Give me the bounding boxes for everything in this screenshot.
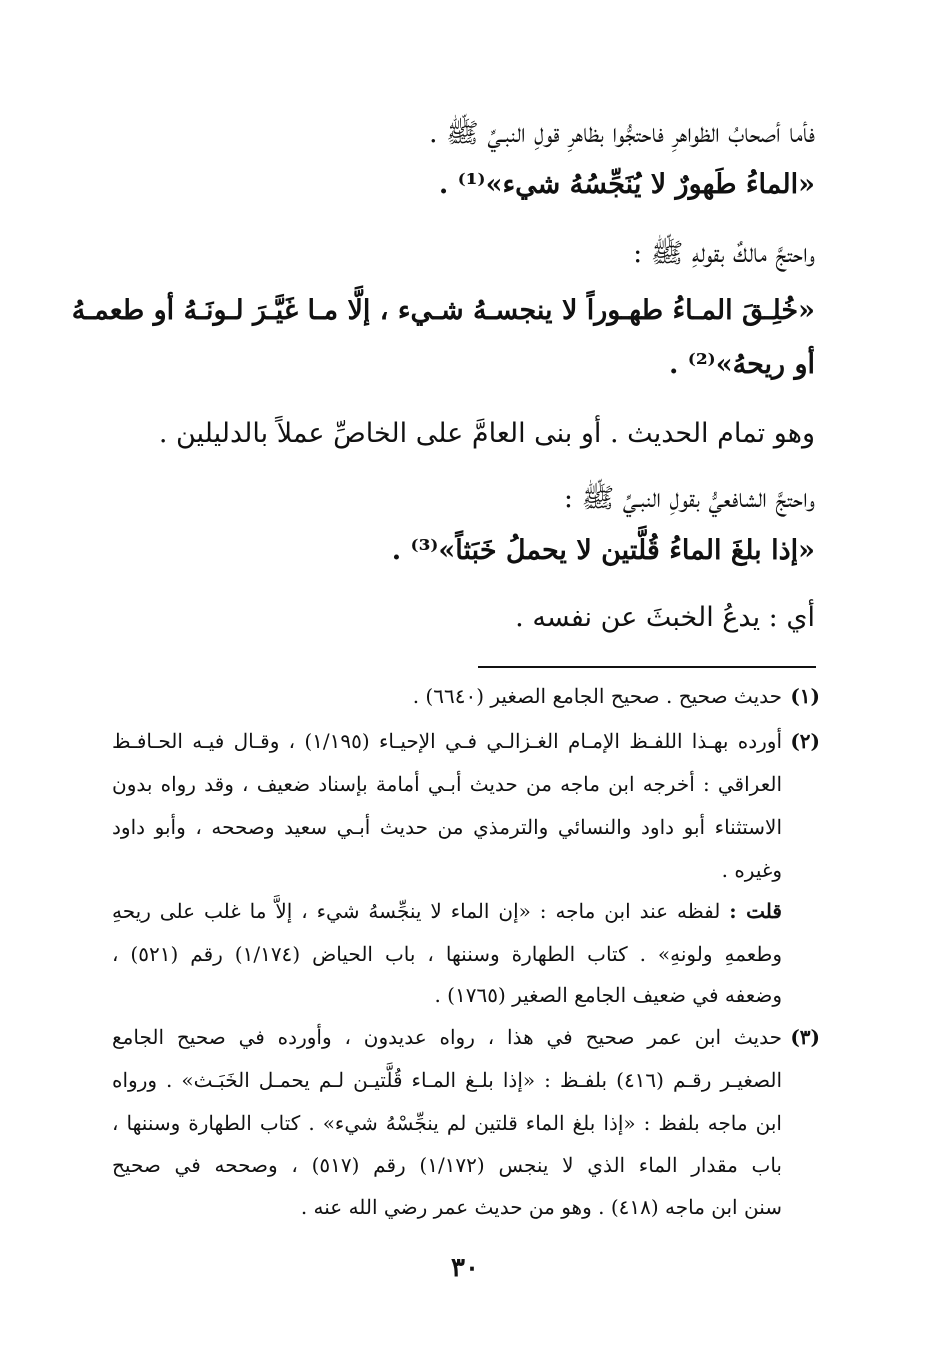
hadith-water-pure: «الماءُ طَهورٌ لا يُنَجِّسُهُ شيء»⁽¹⁾ . — [438, 169, 815, 200]
footnote-2-qultu-line — [112, 901, 782, 921]
qultu-label: قلت : — [729, 899, 782, 923]
footnote-3-line: باب مقدار الماء الذي لا ينجس (١/١٧٢) رقم (٥١٧) ، وصححه في صحيح — [112, 1153, 782, 1177]
footnote-2-line: وطعمهِ ولونهِ» . كتاب الطهارة وسننها ، باب الحياض (١/١٧٤) رقم (٥٢١) ، — [112, 942, 783, 966]
footnote-2-line: وضعفه في ضعيف الجامع الصغير (١٧٦٥) . — [434, 983, 782, 1007]
hadith-malik-line2: أو ريحهُ»⁽²⁾ . — [669, 349, 815, 380]
footnote-3-line: حديث ابن عمر صحيح في هذا ، رواه عديدون ، وأورده في صحيح الجامع — [112, 1025, 782, 1049]
footnote-2-line: وغيره . — [721, 858, 782, 882]
paragraph-zahiri: فأما أصحابُ الظواهرِ فاحتجُّوا بظاهرِ قولِ النبـيِّ ﷺ . — [428, 118, 815, 149]
paragraph-explanation: أي : يدعُ الخبثَ عن نفسه . — [515, 602, 815, 633]
footnote-3-line: سنن ابن ماجه (٤١٨) . وهو من حديث عمر رضي الله عنه . — [300, 1195, 782, 1219]
paragraph-malik: واحتجَّ مالكٌ بقولهِ ﷺ : — [633, 238, 815, 269]
footnote-2-line: الاستثناء أبو داود والنسائي والترمذي من حديث أبـي سعيد وصححه ، وأبو داود — [112, 815, 782, 839]
footnote-2-line: أورده بهـذا اللفـظ الإمـام الغـزالـي فـي الإحيـاء (١/١٩٥) ، وقـال فيـه الحـافـظ — [112, 729, 783, 753]
footnote-3-line: الصغيـر رقـم (٤١٦) بلفـظ : «إذا بلـغ المـاء قُلَّتيـن لـم يحمـل الخَبَـث» . ورواه — [112, 1068, 783, 1092]
footnote-separator — [478, 666, 816, 668]
footnote-1-marker: (١) — [790, 684, 820, 708]
footnote-1-line: حديث صحيح . صحيح الجامع الصغير (٦٦٤٠) . — [412, 684, 782, 708]
footnote-2-line-text: لفظه عند ابن ماجه : «إن الماء لا ينجِّسهُ شيء ، إلاَّ ما غلب على ريحهِ — [112, 899, 721, 923]
hadith-qullatayn: «إذا بلغَ الماءُ قُلَّتين لا يحملُ خَبَثاً»⁽³⁾ . — [391, 535, 815, 566]
footnote-3-line: ابن ماجه بلفظ : «إذا بلغ الماء قلتين لم ينجِّسْهُ شيء» . كتاب الطهارة وسننها ، — [112, 1111, 782, 1135]
paragraph-shafii: واحتجَّ الشافعيُّ بقولِ النبـيِّ ﷺ : — [563, 483, 815, 514]
hadith-malik-line1: «خُلِـقَ المـاءُ طهـوراً لا ينجسـهُ شـيء ، إلَّا مـا غَيَّـرَ لـونَـهُ أو طعمـهُ — [71, 295, 815, 326]
footnote-2-line: العراقي : أخرجه ابن ماجه من حديث أبـي أمامة بإسناد ضعيف ، وقد رواه بدون — [112, 772, 782, 796]
footnote-2-marker: (٢) — [790, 729, 820, 753]
footnote-3-marker: (٣) — [790, 1025, 820, 1049]
paragraph-complete-hadith: وهو تمام الحديث . أو بنى العامَّ على الخاصِّ عملاً بالدليلين . — [158, 418, 815, 449]
page-number: ٣٠ — [451, 1253, 479, 1283]
